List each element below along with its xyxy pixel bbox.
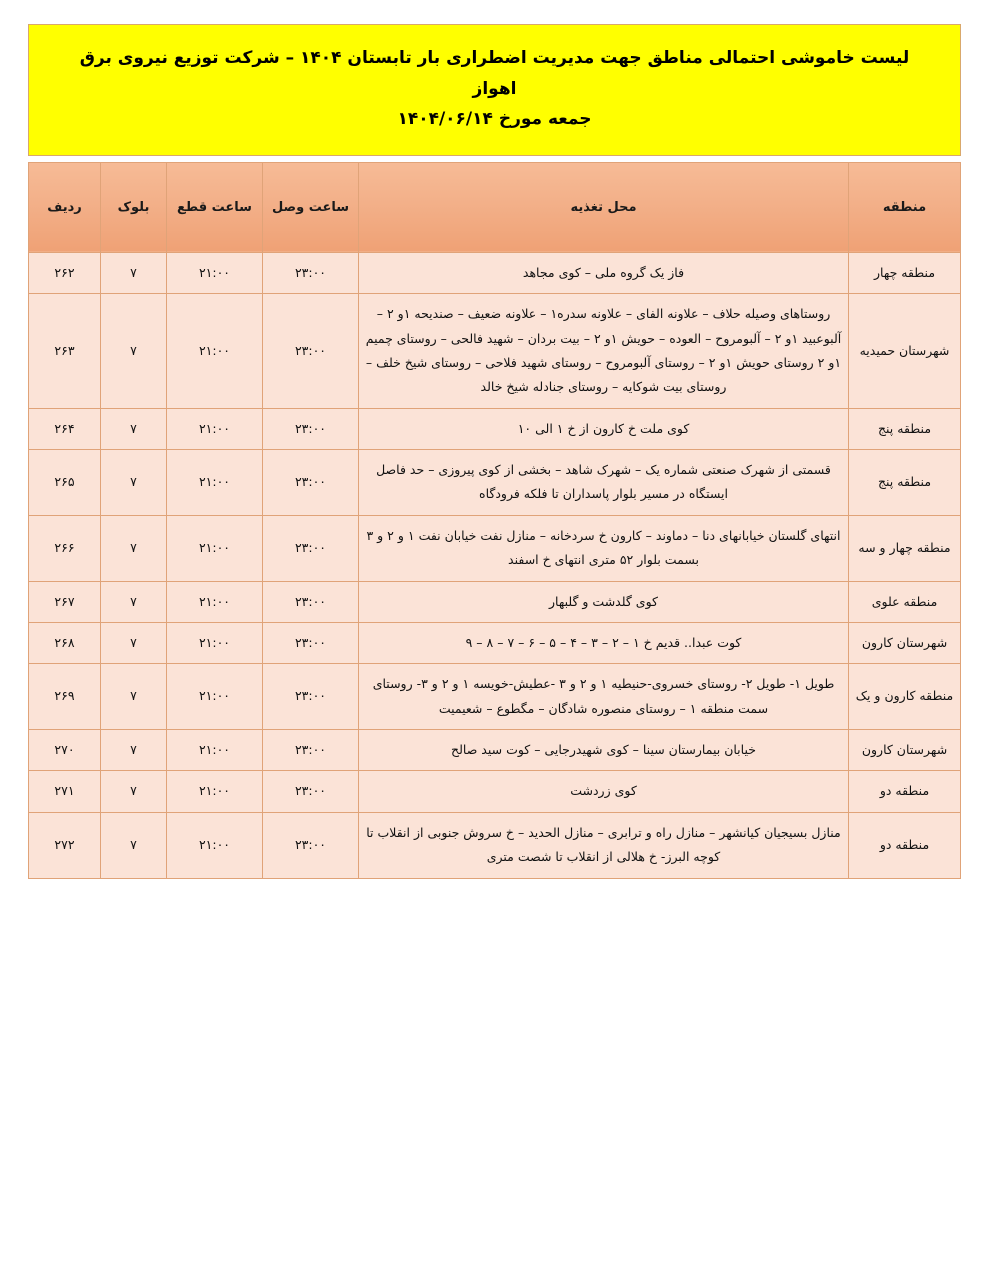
cell-mantaghe: منطقه پنج <box>849 408 961 449</box>
cell-blok: ۷ <box>101 730 167 771</box>
cell-mantaghe: منطقه چهار و سه <box>849 515 961 581</box>
cell-radif: ۲۶۳ <box>29 294 101 409</box>
cell-blok: ۷ <box>101 408 167 449</box>
cell-saat-ghat: ۲۱:۰۰ <box>167 450 263 516</box>
cell-radif: ۲۷۱ <box>29 771 101 812</box>
cell-mahal-taghzie: منازل بسیجیان کیانشهر – منازل راه و ترابری – منازل الحدید – خ سروش جنوبی از انقلاب تا کوچه البرز- خ هلالی از انقلاب تا شصت متری <box>359 812 849 878</box>
banner-title-line-1: لیست خاموشی احتمالی مناطق جهت مدیریت اضطراری بار تابستان ۱۴۰۴ – شرکت توزیع نیروی برق اهواز <box>79 48 910 99</box>
cell-saat-vasl: ۲۳:۰۰ <box>263 622 359 663</box>
cell-saat-vasl: ۲۳:۰۰ <box>263 730 359 771</box>
cell-mantaghe: منطقه دو <box>849 812 961 878</box>
cell-mahal-taghzie: کوت عبدا.. قدیم خ ۱ – ۲ – ۳ – ۴ – ۵ – ۶ – ۷ – ۸ – ۹ <box>359 622 849 663</box>
cell-mantaghe: شهرستان حمیدیه <box>849 294 961 409</box>
table-row <box>29 771 961 812</box>
cell-radif: ۲۶۲ <box>29 252 101 293</box>
cell-mantaghe: منطقه پنج <box>849 450 961 516</box>
cell-saat-vasl: ۲۳:۰۰ <box>263 771 359 812</box>
column-header-blok: بلوک <box>101 162 167 252</box>
table-row <box>29 622 961 663</box>
cell-saat-vasl: ۲۳:۰۰ <box>263 294 359 409</box>
table-row <box>29 664 961 730</box>
cell-saat-vasl: ۲۳:۰۰ <box>263 515 359 581</box>
cell-mantaghe: شهرستان کارون <box>849 622 961 663</box>
cell-radif: ۲۷۲ <box>29 812 101 878</box>
cell-saat-ghat: ۲۱:۰۰ <box>167 622 263 663</box>
cell-mantaghe: منطقه کارون و یک <box>849 664 961 730</box>
table-row <box>29 730 961 771</box>
cell-blok: ۷ <box>101 812 167 878</box>
cell-saat-ghat: ۲۱:۰۰ <box>167 730 263 771</box>
cell-mahal-taghzie: انتهای گلستان خیابانهای دنا – دماوند – کارون خ سردخانه – منازل نفت خیابان نفت ۱ و ۲ و ۳ بسمت بلوار ۵۲ متری انتهای خ اسفند <box>359 515 849 581</box>
cell-blok: ۷ <box>101 450 167 516</box>
cell-saat-ghat: ۲۱:۰۰ <box>167 771 263 812</box>
banner-title-line-2: جمعه مورخ ۱۴۰۴/۰۶/۱۴ <box>397 109 592 130</box>
cell-radif: ۲۶۵ <box>29 450 101 516</box>
cell-blok: ۷ <box>101 622 167 663</box>
cell-blok: ۷ <box>101 771 167 812</box>
cell-mahal-taghzie: کوی زردشت <box>359 771 849 812</box>
cell-saat-ghat: ۲۱:۰۰ <box>167 252 263 293</box>
cell-saat-ghat: ۲۱:۰۰ <box>167 812 263 878</box>
column-header-radif: ردیف <box>29 162 101 252</box>
cell-mahal-taghzie: قسمتی از شهرک صنعتی شماره یک – شهرک شاهد – بخشی از کوی پیروزی – حد فاصل ایستگاه در مسیر بلوار پاسداران تا فلکه فرودگاه <box>359 450 849 516</box>
cell-radif: ۲۶۶ <box>29 515 101 581</box>
table-row <box>29 812 961 878</box>
cell-saat-vasl: ۲۳:۰۰ <box>263 664 359 730</box>
title-banner <box>28 24 961 156</box>
cell-saat-vasl: ۲۳:۰۰ <box>263 812 359 878</box>
table-row <box>29 252 961 293</box>
cell-saat-ghat: ۲۱:۰۰ <box>167 408 263 449</box>
cell-mahal-taghzie: روستاهای وصیله حلاف – علاونه الفای – علاونه سدره۱ – علاونه ضعیف – صندیحه ۱و ۲ – آلبوعبید ۱و ۲ – آلبومروح – العوده – حویش ۱و ۲ – بیت بردان – شهید فالحی – روستای چمیم ۱و ۲ روستای حویش ۱و ۲ – روستای آلبومروح – روستای شهید فلاحی – روستای شیخ خلف – روستای بیت شوکایه – روستای جنادله شیخ خالد <box>359 294 849 409</box>
table-header-row <box>29 162 961 252</box>
table-row <box>29 294 961 409</box>
table-row <box>29 581 961 622</box>
cell-mahal-taghzie: کوی ملت خ کارون از خ ۱ الی ۱۰ <box>359 408 849 449</box>
cell-radif: ۲۶۷ <box>29 581 101 622</box>
cell-saat-vasl: ۲۳:۰۰ <box>263 408 359 449</box>
cell-blok: ۷ <box>101 252 167 293</box>
cell-saat-vasl: ۲۳:۰۰ <box>263 252 359 293</box>
table-body <box>29 252 961 878</box>
cell-mantaghe: شهرستان کارون <box>849 730 961 771</box>
outage-schedule-table <box>28 162 961 879</box>
cell-saat-ghat: ۲۱:۰۰ <box>167 664 263 730</box>
cell-saat-ghat: ۲۱:۰۰ <box>167 581 263 622</box>
column-header-mantaghe: منطقه <box>849 162 961 252</box>
cell-mantaghe: منطقه دو <box>849 771 961 812</box>
cell-radif: ۲۶۹ <box>29 664 101 730</box>
column-header-mahal-taghzie: محل تغذیه <box>359 162 849 252</box>
cell-radif: ۲۶۸ <box>29 622 101 663</box>
cell-saat-vasl: ۲۳:۰۰ <box>263 450 359 516</box>
cell-mantaghe: منطقه علوی <box>849 581 961 622</box>
column-header-saat-ghat: ساعت قطع <box>167 162 263 252</box>
table-row <box>29 515 961 581</box>
cell-saat-ghat: ۲۱:۰۰ <box>167 515 263 581</box>
cell-mahal-taghzie: خیابان بیمارستان سینا – کوی شهیدرجایی – کوت سید صالح <box>359 730 849 771</box>
cell-saat-vasl: ۲۳:۰۰ <box>263 581 359 622</box>
cell-saat-ghat: ۲۱:۰۰ <box>167 294 263 409</box>
cell-mahal-taghzie: کوی گلدشت و گلبهار <box>359 581 849 622</box>
cell-mahal-taghzie: فاز یک گروه ملی – کوی مجاهد <box>359 252 849 293</box>
table-row <box>29 450 961 516</box>
table-header <box>29 162 961 252</box>
cell-mantaghe: منطقه چهار <box>849 252 961 293</box>
cell-radif: ۲۷۰ <box>29 730 101 771</box>
column-header-saat-vasl: ساعت وصل <box>263 162 359 252</box>
cell-blok: ۷ <box>101 294 167 409</box>
table-row <box>29 408 961 449</box>
cell-blok: ۷ <box>101 515 167 581</box>
cell-blok: ۷ <box>101 581 167 622</box>
cell-radif: ۲۶۴ <box>29 408 101 449</box>
cell-mahal-taghzie: طویل ۱- طویل ۲- روستای خسروی-حنیطیه ۱ و ۲ و ۳ -عطیش-خویسه ۱ و ۲ و ۳- روستای سمت منطقه ۱ – روستای منصوره شادگان – مگطوع – شعیمیت <box>359 664 849 730</box>
cell-blok: ۷ <box>101 664 167 730</box>
